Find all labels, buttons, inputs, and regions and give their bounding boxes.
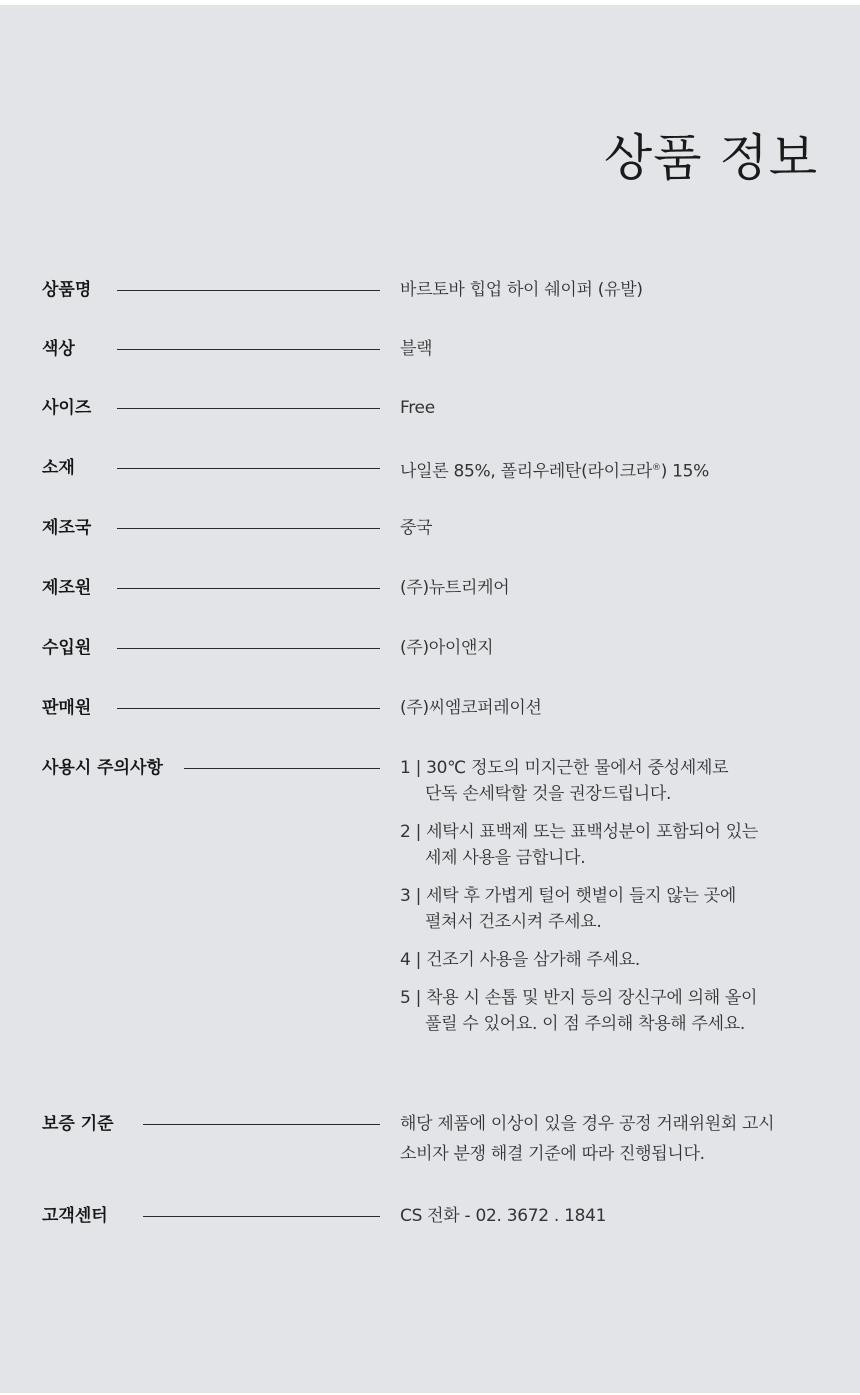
page-title: 상품 정보: [603, 129, 818, 187]
care-line: 풀릴 수 있어요. 이 점 주의해 착용해 주세요.: [425, 1014, 746, 1034]
row-divider: [117, 588, 380, 589]
row-label: 제조원: [42, 578, 92, 598]
row-value: (주)아이앤지: [400, 638, 494, 658]
registered-mark: ®: [652, 463, 661, 473]
row-divider: [117, 648, 380, 649]
care-item: [400, 755, 840, 807]
care-item: [400, 883, 840, 935]
row-label: 제조국: [42, 518, 92, 538]
row-value: Free: [400, 398, 435, 418]
row-divider: [117, 290, 380, 291]
care-item: [400, 985, 840, 1037]
care-line: 2 | 세탁시 표백제 또는 표백성분이 포함되어 있는: [400, 822, 758, 842]
care-line: 1 | 30℃ 정도의 미지근한 물에서 중성세제로: [400, 758, 729, 778]
care-line: 펼쳐서 건조시켜 주세요.: [425, 912, 602, 932]
care-line: 3 | 세탁 후 가볍게 털어 햇볕이 들지 않는 곳에: [400, 886, 736, 906]
row-value: (주)씨엠코퍼레이션: [400, 698, 542, 718]
care-item: [400, 819, 840, 871]
row-divider: [117, 708, 380, 709]
care-line: 세제 사용을 금합니다.: [425, 848, 586, 868]
row-divider: [117, 468, 380, 469]
row-divider: [117, 528, 380, 529]
row-divider: [117, 408, 380, 409]
care-line: 4 | 건조기 사용을 삼가해 주세요.: [400, 950, 641, 970]
warranty-line: 소비자 분쟁 해결 기준에 따라 진행됩니다.: [400, 1144, 705, 1164]
row-divider: [143, 1124, 380, 1125]
row-label: 상품명: [42, 280, 92, 300]
row-divider: [184, 768, 380, 769]
row-value: [400, 455, 840, 485]
row-label: 고객센터: [42, 1206, 108, 1226]
row-divider: [143, 1216, 380, 1217]
row-value: 바르토바 힙업 하이 쉐이퍼 (유발): [400, 280, 643, 300]
row-label: 보증 기준: [42, 1114, 114, 1134]
row-label: 사용시 주의사항: [42, 758, 163, 778]
row-value: 중국: [400, 518, 433, 538]
cs-phone: CS 전화 - 02. 3672 . 1841: [400, 1206, 607, 1226]
row-value: 블랙: [400, 339, 433, 359]
row-divider: [117, 349, 380, 350]
row-label: 소재: [42, 458, 75, 478]
row-value: [400, 1109, 840, 1169]
row-value: (주)뉴트리케어: [400, 578, 510, 598]
care-item: [400, 947, 840, 973]
material-percent: ) 15%: [660, 461, 710, 482]
row-label: 수입원: [42, 638, 92, 658]
material-text: 나일론 85%, 폴리우레탄(라이크라: [400, 461, 652, 482]
row-label: 색상: [42, 339, 75, 359]
warranty-line: 해당 제품에 이상이 있을 경우 공정 거래위원회 고시: [400, 1114, 775, 1134]
care-line: 단독 손세탁할 것을 권장드립니다.: [425, 784, 672, 804]
row-label: 판매원: [42, 698, 92, 718]
care-line: 5 | 착용 시 손톱 및 반지 등의 장신구에 의해 올이: [400, 988, 758, 1008]
care-list: [400, 755, 840, 1049]
row-label: 사이즈: [42, 398, 92, 418]
